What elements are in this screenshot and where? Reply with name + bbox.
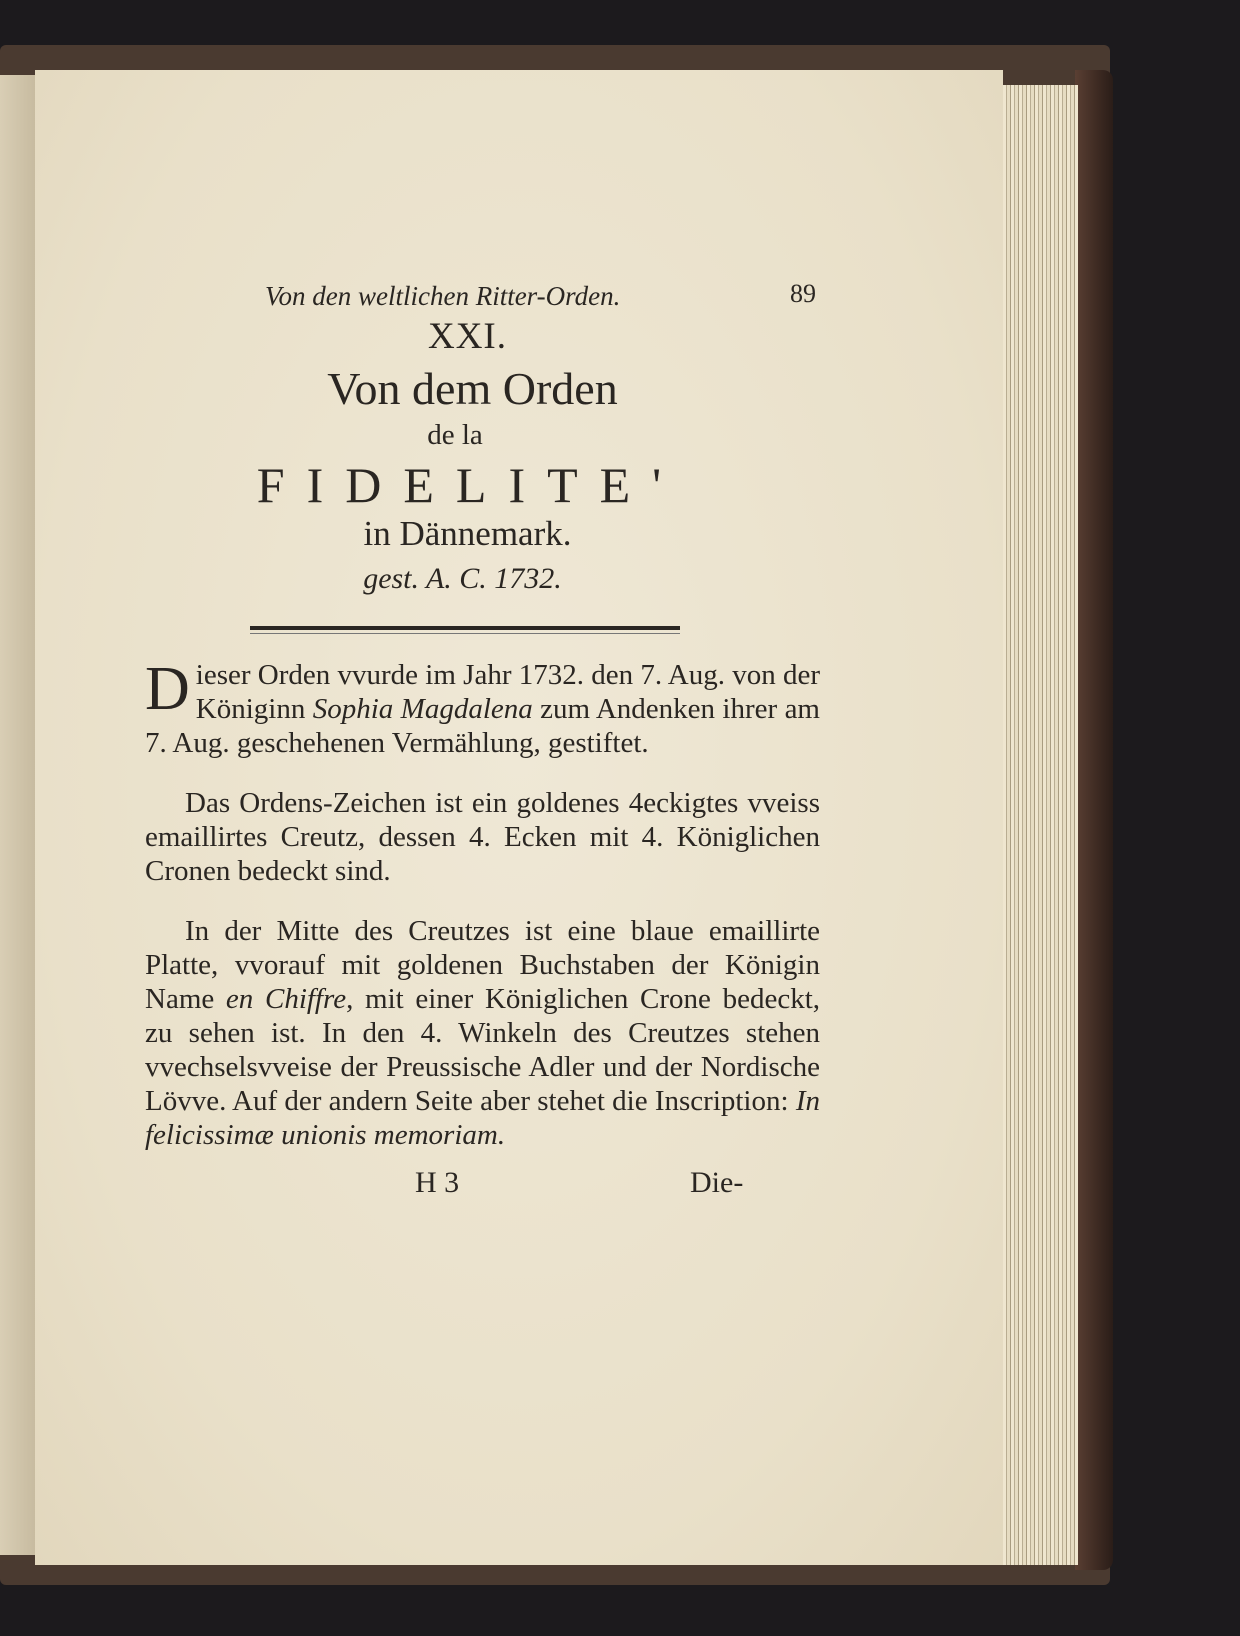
- page-footer: [145, 1166, 835, 1206]
- chapter-title: Von dem Orden: [327, 363, 618, 414]
- paragraph-1-text-a: ieser Orden vvurde im Jahr 1732. den 7. Aug. von der Königinn: [195, 659, 820, 725]
- chapter-subtitle: de la: [427, 419, 483, 451]
- running-head-title: Von den weltlichen Ritter-Orden.: [265, 281, 621, 311]
- chapter-number: XXI.: [427, 316, 507, 357]
- order-name: FIDELITE': [256, 457, 684, 513]
- paragraph-2: Das Ordens-Zeichen ist ein goldenes 4eckigtes vveiss emaillirtes Creutz, dessen 4. Ecken mit 4. Königlichen Cronen bedeckt sind.: [145, 787, 820, 887]
- chapter-date: gest. A. C. 1732.: [363, 562, 562, 595]
- paragraph-1: [145, 655, 820, 760]
- section-divider: [250, 626, 680, 630]
- paragraph-3-italic-2: In felicissimæ unionis memoriam.: [145, 1085, 820, 1151]
- book-spine-edge: [1075, 70, 1113, 1570]
- drop-cap: D: [145, 655, 190, 723]
- page-text-block: [145, 275, 835, 1206]
- paragraph-3-text-b: , mit einer Königlichen Crone bedeckt, zu sehen ist. In den 4. Winkeln des Creutzes stehen vvechselsvveise der Preussische Adler und der Nordische Lövve. Auf der andern Seite aber stehet die Inscription:: [145, 983, 821, 1117]
- paragraph-3-text-a: In der Mitte des Creutzes ist eine blaue emaillirte Platte, vvorauf mit goldenen Buchstaben der Königin Name: [145, 915, 820, 1015]
- catchword: Die-: [690, 1166, 744, 1199]
- signature-mark: H 3: [415, 1166, 460, 1199]
- running-head: [145, 275, 835, 315]
- page-fore-edge: [1003, 85, 1078, 1565]
- page-number: 89: [790, 279, 816, 308]
- paragraph-3: [145, 914, 820, 1152]
- left-page-edge: [0, 75, 35, 1555]
- paragraph-1-text-b: zum Andenken ihrer am 7. Aug. geschehenen Vermählung, gestiftet.: [145, 693, 820, 759]
- paragraph-1-italic: Sophia Magdalena: [312, 693, 533, 725]
- chapter-place: in Dännemark.: [363, 514, 572, 553]
- paragraph-3-italic-1: en Chiffre: [225, 983, 347, 1015]
